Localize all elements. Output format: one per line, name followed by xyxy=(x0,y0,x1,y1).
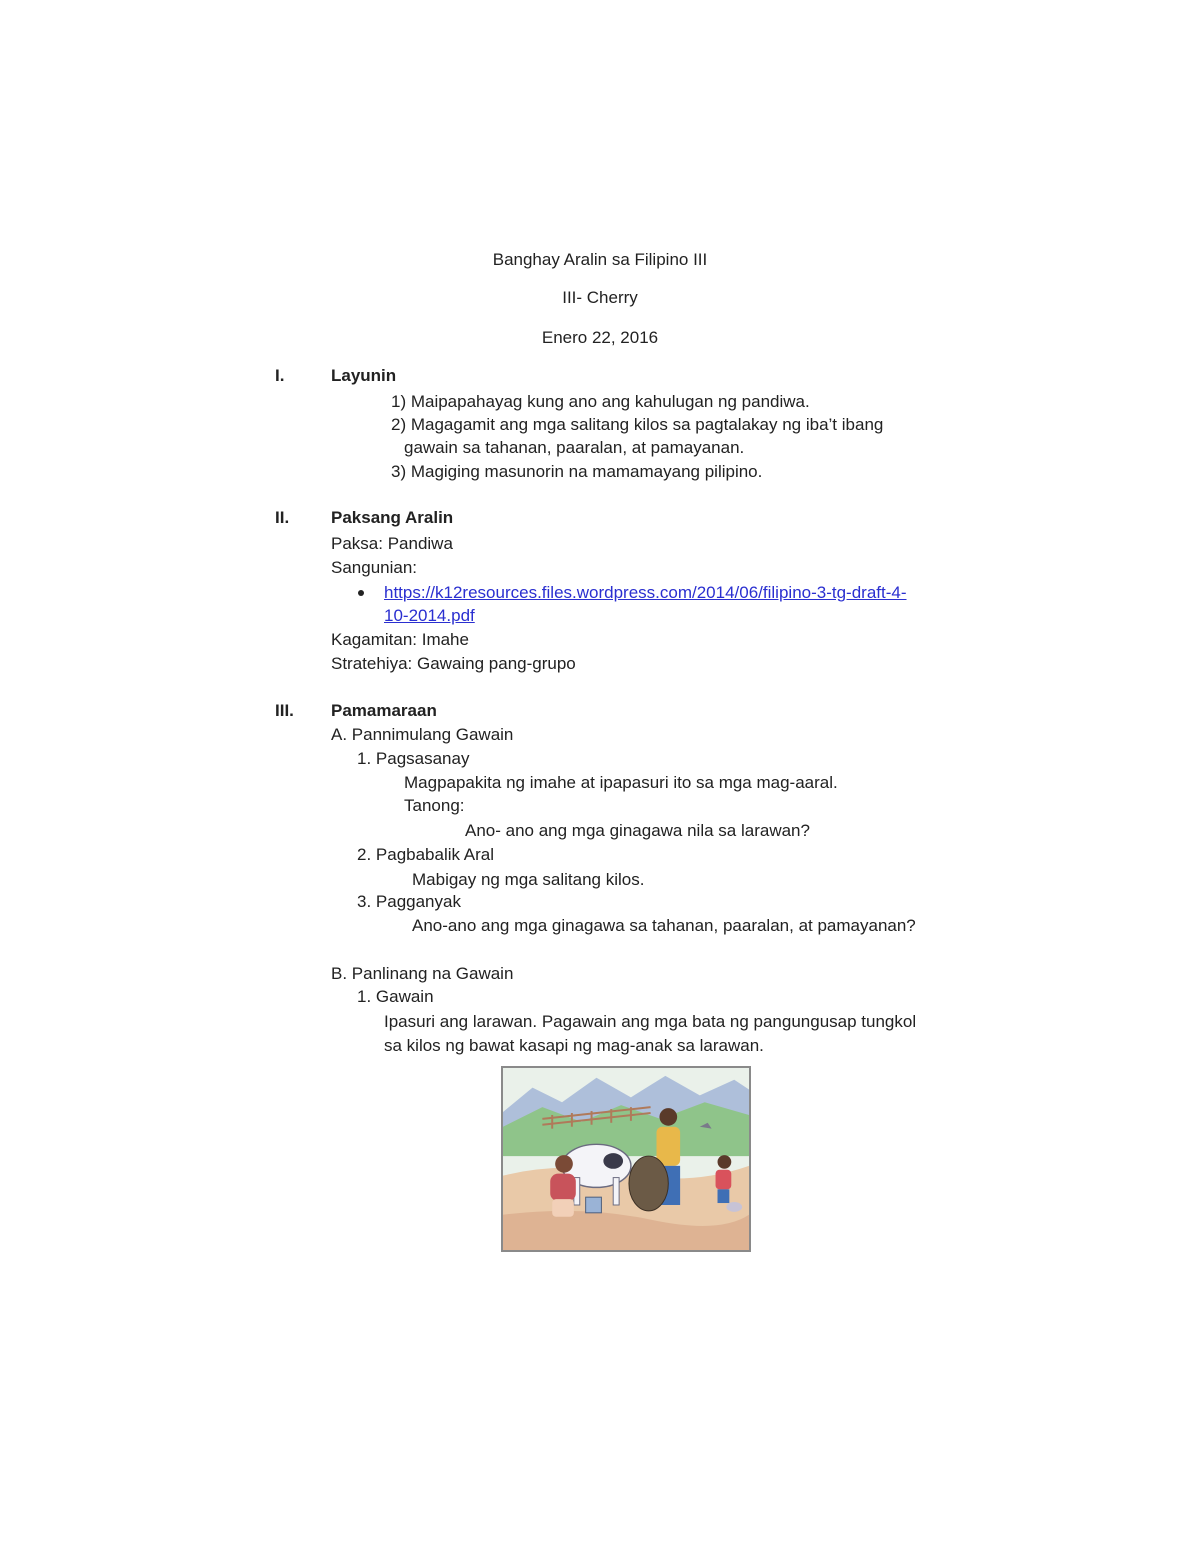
kagamitan-line: Kagamitan: Imahe xyxy=(331,630,469,649)
resource-link-line-1[interactable]: https://k12resources.files.wordpress.com/2014/06/filipino-3-tg-draft-4- xyxy=(384,583,907,602)
subsection-a-label: A. Pannimulang Gawain xyxy=(331,725,514,744)
family-farm-illustration xyxy=(501,1066,751,1252)
step-a1-title: 1. Pagsasanay xyxy=(357,749,470,768)
step-a1-text: Magpapakita ng imahe at ipapasuri ito sa mga mag-aaral. xyxy=(404,773,838,792)
document-section: III- Cherry xyxy=(562,288,638,307)
objective-item-2: 2) Magagamit ang mga salitang kilos sa pagtalakay ng iba’t ibang xyxy=(391,415,884,434)
section-heading-paksang-aralin: Paksang Aralin xyxy=(331,508,454,527)
objective-item-1: 1) Maipapahayag kung ano ang kahulugan ng pandiwa. xyxy=(391,392,810,411)
section-numeral-iii: III. xyxy=(275,701,294,720)
paksa-line: Paksa: Pandiwa xyxy=(331,534,453,553)
bullet-icon xyxy=(358,590,364,596)
section-numeral-i: I. xyxy=(275,366,285,385)
step-a2-title: 2. Pagbabalik Aral xyxy=(357,845,495,864)
sangunian-label: Sangunian: xyxy=(331,558,418,577)
section-heading-pamamaraan: Pamamaraan xyxy=(331,701,437,720)
subsection-b-label: B. Panlinang na Gawain xyxy=(331,964,514,983)
section-numeral-ii: II. xyxy=(275,508,290,527)
step-b1-text-line-1: Ipasuri ang larawan. Pagawain ang mga bata ng pangungusap tungkol xyxy=(384,1012,917,1031)
document-date: Enero 22, 2016 xyxy=(541,328,659,347)
objective-item-3: 3) Magiging masunorin na mamamayang pilipino. xyxy=(391,462,763,481)
step-a2-text: Mabigay ng mga salitang kilos. xyxy=(412,870,645,889)
objective-item-2-continued: gawain sa tahanan, paaralan, at pamayanan. xyxy=(404,438,745,457)
stratehiya-line: Stratehiya: Gawaing pang-grupo xyxy=(331,654,576,673)
step-b1-title: 1. Gawain xyxy=(357,987,434,1006)
step-a1-tanong: Tanong: xyxy=(404,796,465,815)
resource-link-line-2[interactable]: 10-2014.pdf xyxy=(384,606,475,625)
step-a3-text: Ano-ano ang mga ginagawa sa tahanan, paaralan, at pamayanan? xyxy=(412,916,916,935)
step-a1-question: Ano- ano ang mga ginagawa nila sa larawan? xyxy=(465,821,810,840)
illustration-svg xyxy=(503,1068,749,1250)
step-b1-text-line-2: sa kilos ng bawat kasapi ng mag-anak sa larawan. xyxy=(384,1036,764,1055)
document-title: Banghay Aralin sa Filipino III xyxy=(492,250,708,269)
section-heading-layunin: Layunin xyxy=(331,366,397,385)
step-a3-title: 3. Pagganyak xyxy=(357,892,461,911)
